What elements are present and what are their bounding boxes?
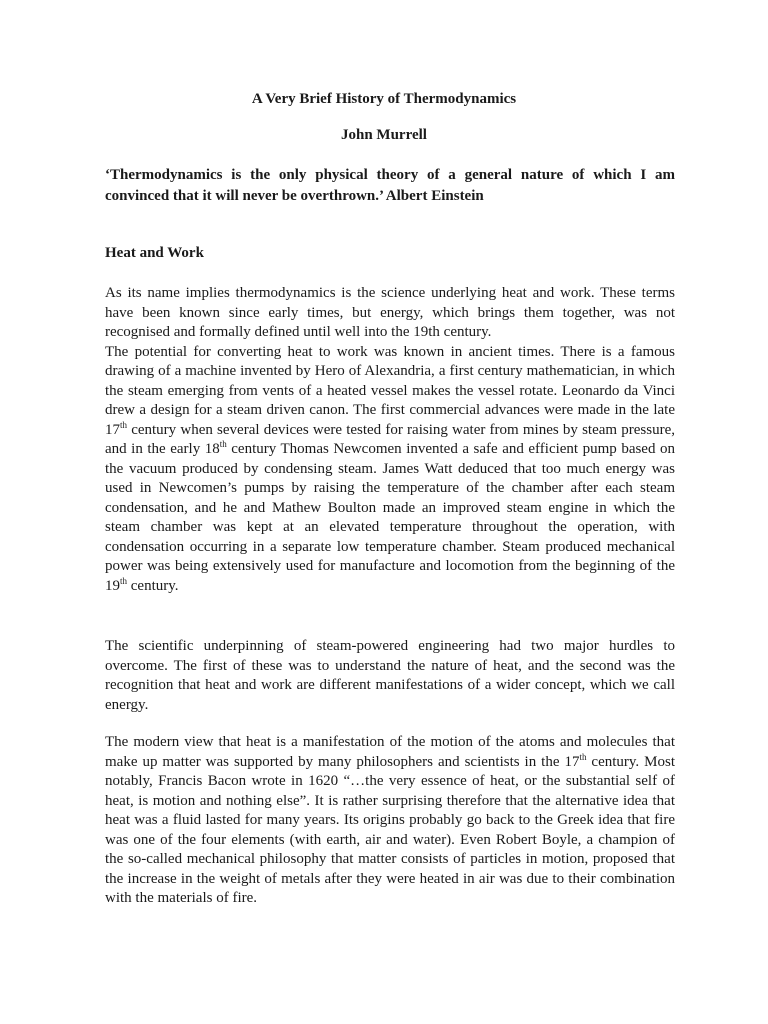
text-run: The potential for converting heat to work was known in ancient times. There is a famous drawing of a machine invented by Hero of Alexandria, a first century mathematician, in which the steam emerging from vents of a heated vessel makes the vessel rotate. Leonardo da Vinci drew a design for a steam driven canon. The first commercial advances were made in the late 17 [105,343,675,438]
ordinal-superscript: th [120,575,128,586]
text-run: century. [127,577,179,594]
text-run: century Thomas Newcomen invented a safe and efficient pump based on the vacuum produced by condensing steam. James Watt deduced that too much energy was used in Newcomen’s pumps by raising the temperature of the chamber after each steam condensation, and he and Mathew Boulton made an improved steam engine in which the steam chamber was kept at an elevated temperature throughout the operation, with condensation occurring in a separate low temperature chamber. Steam produced mechanical power was being extensively used for manufacture and locomotion from the beginning of the 19 [105,441,675,594]
text-run: century. Most notably, Francis Bacon wrote in 1620 “…the very essence of heat, or the substantial self of heat, is motion and nothing else”. It is rather surprising therefore that the alternative idea that heat was a fluid lasted for many years. Its origins probably go back to the Greek idea that fire was one of the four elements (with earth, air and water). Even Robert Boyle, a champion of the so-called mechanical philosophy that matter consists of particles in motion, proposed that the increase in the weight of metals after they were heated in air was due to their combination with the materials of fire. [105,753,675,906]
document-title: A Very Brief History of Thermodynamics [251,91,517,107]
author-name: John Murrell [341,127,427,143]
paragraph-group [105,733,675,909]
body-paragraph [105,343,675,597]
ordinal-superscript: th [219,439,227,449]
text-run: century when several devices were tested for raising water from mines by steam pressure, and in the early 18 [105,421,675,457]
epigraph-quote: ‘Thermodynamics is the only physical theory of a general nature of which I am convinced that it will never be overthrown.’ Albert Einstein [105,167,675,204]
paragraph-group [105,637,675,715]
text-run: As its name implies thermodynamics is the science underlying heat and work. These terms have been known since early times, but energy, which brings them together, was not recognised and formally defined until well into the 19th century. [105,285,675,340]
body-paragraph [105,284,675,343]
body-paragraph [105,733,675,909]
body-paragraph [105,637,675,715]
section-heading: Heat and Work [105,245,204,261]
paragraph-group [105,284,675,596]
text-run: The modern view that heat is a manifestation of the motion of the atoms and molecules that make up matter was supported by many philosophers and scientists in the 17 [105,734,675,770]
ordinal-superscript: th [579,751,587,762]
ordinal-superscript: th [120,419,128,430]
text-run: The scientific underpinning of steam-powered engineering had two major hurdles to overcome. The first of these was to understand the nature of heat, and the second was the recognition that heat and work are different manifestations of a wider concept, which we call energy. [105,638,675,713]
